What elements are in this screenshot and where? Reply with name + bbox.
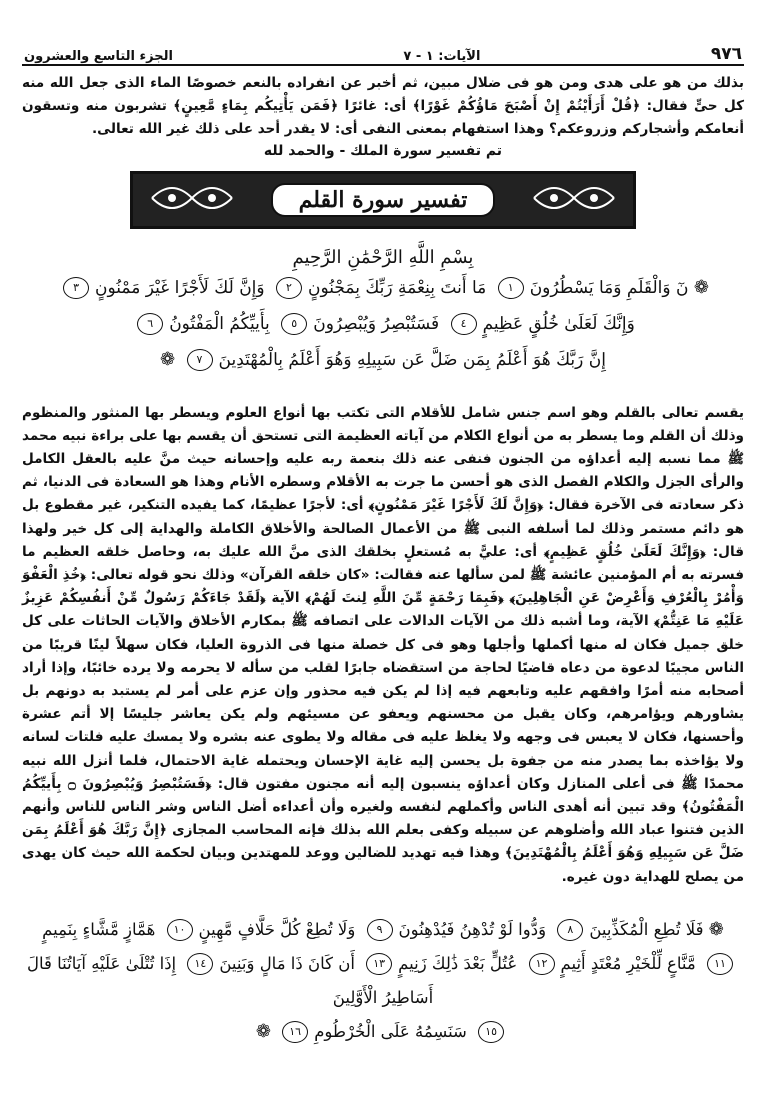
verse-number: ١٥ [478,1021,504,1043]
verse-number: ١ [498,277,524,299]
verse-number: ١٦ [282,1021,308,1043]
verse-number: ٧ [187,349,213,371]
verse-number: ١٤ [187,953,213,975]
verse-block-2 [22,913,744,1049]
verse-text: وَإِنَّ لَكَ لَأَجْرًا غَيْرَ مَمْنُونٍ [95,277,265,298]
tafsir-paragraph: يقسم تعالى بالقلم وهو اسم جنس شامل للأقلام التى تكتب بها أنواع العلوم ويسطر بها المنثور والمنظوم وذلك أن القلم وما يسطر به من أنواع الكلام من آياته العظيمة التى تستحق أن يقسم بها على براءة نبيه محمد ﷺ مما نسبه إليه أعداؤه من الجنون فنفى عنه ذلك بنعمة ربه عليه وإحسانه حيث منَّ عليه بالعقل الكامل والرأى الجزل والكلام الفصل الذى هو أحسن ما جرت به الأقلام وسطره الأنام وهذا هو السعادة فى الدنيا، ثم ذكر سعادته فى الآخرة فقال: ﴿وَإِنَّ لَكَ لَأَجْرًا غَيْرَ مَمْنُونٍ﴾ أى: لأجرًا عظيمًا، كما يفيده التنكير، غير مقطوع بل هو دائم مستمر وذلك لما أسلفه النبى ﷺ من الأعمال الصالحة والأخلاق الكاملة والهداية إلى كل خير ولهذا قال: ﴿وَإِنَّكَ لَعَلَىٰ خُلُقٍ عَظِيمٍ﴾ أى: عليًّ به مُستعلٍ بخلقك الذى منَّ الله عليك به، وحاصل خلقه العظيم ما فسرته به أم المؤمنين عائشة ﷺ لمن سألها عنه فقالت: «كان خلقه القرآن» وذلك نحو قوله تعالى: ﴿خُذِ الْعَفْوَ وَأْمُرْ بِالْعُرْفِ وَأَعْرِضْ عَنِ الْجَاهِلِينَ﴾ ﴿فَبِمَا رَحْمَةٍ مِّنَ اللَّهِ لِنتَ لَهُمْ﴾ الآية ﴿لَقَدْ جَاءَكُمْ رَسُولٌ مِّنْ أَنفُسِكُمْ عَزِيزٌ عَلَيْهِ مَا عَنِتُّمْ﴾ الآية، وما أشبه ذلك من الآيات الدالات على اتصافه ﷺ بمكارم الأخلاق والآيات الحاثات على كل خلق جميل فكان له منها أكملها وأجلها وهو فى كل خصلة منها فى الذروة العليا، فكان سهلاً لينًا قريبًا من الناس مجيبًا لدعوة من دعاه قاضيًا لحاجة من استقضاه جابرًا لقلب من سأله لا يحرمه ولا يرده خائبًا، وإذا أراد أصحابه منه أمرًا وافقهم عليه وتابعهم فيه إذا لم يكن فيه محذور وإن عزم على أمر لم يستبد به دونهم بل يشاورهم ويؤامرهم، وكان يقبل من محسنهم ويعفو عن مسيئهم ولم يكن يعاشر جليسًا إلا أتم عشرة وأحسنها، فكان لا يعبس فى وجهه ولا يغلظ عليه فى مقاله ولا يطوى عنه بشره ولا يمسك عليه فلتات لسانه ولا يؤاخذه بما يصدر منه من جفوة بل يحسن إليه غاية الإحسان ويحتمله غاية الاحتمال، فلما أنزل الله نبيه محمدًا ﷺ فى أعلى المنازل وكان أعداؤه ينسبون إليه أنه مجنون مفتون قال: ﴿فَسَتُبْصِرُ وَيُبْصِرُونَ ۝ بِأَييِّكُمُ الْمَفْتُونُ﴾ وقد تبين أنه أهدى الناس وأكملهم لنفسه ولغيره وأن أعداءه أضل الناس وشر الناس للناس وأنهم الذين فتنوا عباد الله وأضلوهم عن سبيله وكفى بعلم الله بذلك فإنه المحاسب المجازى ﴿إِنَّ رَبَّكَ هُوَ أَعْلَمُ بِمَن ضَلَّ عَن سَبِيلِهِ وَهُوَ أَعْلَمُ بِالْمُهْتَدِينَ﴾ وهذا فيه تهديد للضالين ووعد للمهتدين وبيان لحكمة الله حيث كان يهدى من يصلح للهداية دون غيره. [22,404,744,885]
page-number: ٩٧٦ [710,44,742,64]
verse-text: وَلَا تُطِعْ كُلَّ حَلَّافٍ مَّهِينٍ [198,919,356,939]
verse-number: ١٠ [167,919,193,941]
verse-number: ٣ [63,277,89,299]
verse-text: هَمَّازٍ مَّشَّاءٍ بِنَمِيمٍ [42,919,156,939]
verse-text: بِأَييِّكُمُ الْمَفْتُونُ [169,313,270,334]
ornament-left-icon [137,178,237,218]
flower-ornament-icon: ❁ [255,1020,271,1042]
page-header [22,38,744,66]
verse-text: نٓ وَالْقَلَمِ وَمَا يَسْطُرُونَ [529,277,689,298]
verse-block-1 [22,270,744,378]
verse-number: ٤ [451,313,477,335]
ornament-right-icon [529,178,629,218]
verse-text: عُتُلٍّ بَعْدَ ذَٰلِكَ زَنِيمٍ [398,953,518,973]
verse-text: مَا أَنتَ بِنِعْمَةِ رَبِّكَ بِمَجْنُونٍ [308,277,487,298]
surah-title: تفسير سورة القلم [271,183,496,217]
basmala: بِسْمِ اللَّهِ الرَّحْمَٰنِ الرَّحِيمِ [292,246,474,268]
verse-number: ١٣ [366,953,392,975]
closing-line: تم تفسير سورة الملك - والحمد لله [263,142,503,159]
verse-number: ١٢ [529,953,555,975]
verse-text: فَسَتُبْصِرُ وَيُبْصِرُونَ [313,313,440,334]
page [22,38,744,1049]
verse-text: وَإِنَّكَ لَعَلَىٰ خُلُقٍ عَظِيمٍ [482,313,635,334]
surah-title-banner [130,171,636,229]
flower-ornament-icon: ❁ [693,276,709,298]
flower-ornament-icon: ❁ [160,348,176,370]
juz-label: الجزء التاسع والعشرون [24,49,173,64]
verses-range: الآيات: ١ - ٧ [403,49,481,64]
verse-number: ٢ [276,277,302,299]
intro-paragraph: بذلك من هو على هدى ومن هو فى ضلال مبين، ثم أخبر عن انفراده بالنعم خصوصًا الماء الذى جعل الله منه كل حىٍّ فقال: ﴿قُلْ أَرَأَيْتُمْ إِنْ أَصْبَحَ مَاؤُكُمْ غَوْرًا﴾ أى: غائرًا ﴿فَمَن يَأْتِيكُم بِمَاءٍ مَّعِينٍ﴾ تشربون منه وتسقون أنعامكم وأشجاركم وزروعكم؟ وهذا استفهام بمعنى النفى أى: لا يقدر أحد على ذلك غير الله تعالى. [22,75,744,138]
verse-text: وَدُّوا لَوْ تُدْهِنُ فَيُدْهِنُونَ [398,919,547,939]
verse-text: فَلَا تُطِعِ الْمُكَذِّبِينَ [589,919,704,939]
verse-text: سَنَسِمُهُ عَلَى الْخُرْطُومِ [314,1021,467,1041]
verse-number: ٩ [367,919,393,941]
verse-text: إِذَا تُتْلَىٰ عَلَيْهِ آيَاتُنَا قَالَ أَسَاطِيرُ الْأَوَّلِينَ [27,953,434,1007]
verse-number: ١١ [707,953,733,975]
flower-ornament-icon: ❁ [708,918,724,940]
verse-text: مَّنَّاعٍ لِّلْخَيْرِ مُعْتَدٍ أَثِيمٍ [560,953,696,973]
verse-number: ٥ [281,313,307,335]
verse-number: ٦ [137,313,163,335]
verse-text: أَن كَانَ ذَا مَالٍ وَبَنِينَ [219,953,355,973]
verse-number: ٨ [557,919,583,941]
verse-text: إِنَّ رَبَّكَ هُوَ أَعْلَمُ بِمَن ضَلَّ عَن سَبِيلِهِ وَهُوَ أَعْلَمُ بِالْمُهْتَدِينَ [218,349,606,370]
